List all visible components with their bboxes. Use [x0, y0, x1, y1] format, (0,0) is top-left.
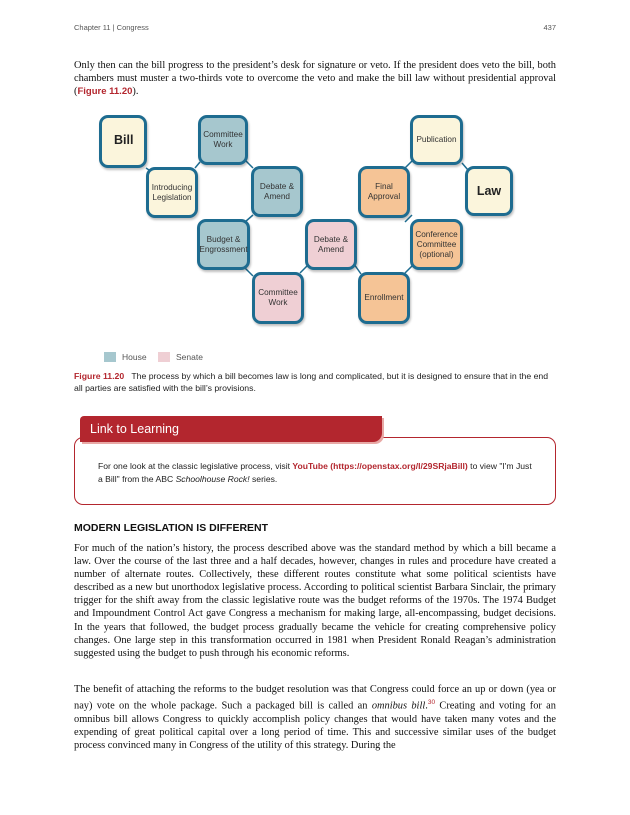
- link-to-learning-text: For one look at the classic legislative process, visit YouTube (https://openstax.org/l/29SRjaBill) to view "I'm Just a Bill" from the ABC Schoolhouse Rock! series.: [98, 461, 532, 484]
- page-header: [74, 23, 556, 32]
- link-to-learning-title: Link to Learning: [80, 416, 382, 442]
- node-introducing-legislation: Introducing Legislation: [146, 167, 198, 218]
- senate-swatch: [158, 352, 170, 362]
- chapter-title: Chapter 11 | Congress: [74, 23, 149, 32]
- node-law: Law: [465, 166, 513, 216]
- node-conference-committee: Conference Committee (optional): [410, 219, 463, 270]
- figure-reference-link[interactable]: Figure 11.20: [77, 86, 133, 98]
- figure-label: Figure 11.20: [74, 371, 125, 381]
- figure-caption: Figure 11.20 The process by which a bill becomes law is long and complicated, but it is designed to ensure that in the end all parties are satisfied with the bill’s provisions.: [74, 371, 549, 393]
- node-debate-amend-house: Debate & Amend: [251, 166, 303, 217]
- node-publication: Publication: [410, 115, 463, 165]
- youtube-link[interactable]: YouTube (https://openstax.org/l/29SRjaBill): [292, 461, 468, 471]
- node-budget-engrossment: Budget & Engrossment: [197, 219, 250, 270]
- house-swatch: [104, 352, 116, 362]
- legend-senate: Senate: [158, 352, 203, 362]
- node-committee-work-house: Committee Work: [198, 115, 248, 165]
- node-bill: Bill: [99, 115, 147, 168]
- intro-paragraph: Only then can the bill progress to the president’s desk for signature or veto. If the president does veto the bill, both chambers must muster a two-thirds vote to overcome the veto and make the bill law without presidential approval (Figure 11.20).: [74, 60, 556, 98]
- node-enrollment: Enrollment: [358, 272, 410, 324]
- page-number: 437: [543, 23, 556, 32]
- footnote-30[interactable]: 30: [427, 699, 436, 707]
- node-debate-amend-senate: Debate & Amend: [305, 219, 357, 270]
- node-final-approval: Final Approval: [358, 166, 410, 218]
- body-paragraph-2: The benefit of attaching the reforms to the budget resolution was that Congress could force an up or down (yea or nay) vote on the whole package. Such a packaged bill is called an omnibus bill.$^{30}$ Creating and voting for an omnibus bill allows Congress to quickly accomplish policy changes that would have taken many votes and the expending of great political capital over a long period of time. This and successive similar uses of the budget process convinced many in Congress of the utility of this strategy. During the: [74, 684, 556, 751]
- legend-house: House: [104, 352, 147, 362]
- section-heading: MODERN LEGISLATION IS DIFFERENT: [74, 522, 269, 534]
- node-committee-work-senate: Committee Work: [252, 272, 304, 324]
- body-paragraph-1: For much of the nation’s history, the process described above was the standard method by which a bill became a law. Over the course of the last three and a half decades, however, changes in rules and procedure have created a number of alternate routes. Collectively, these different routes constitute what some political scientists have described as a new but unorthodox legislative process. According to political scientist Barbara Sinclair, the primary trigger for the shift away from the classic legislative route was the budget reforms of the 1970s. The 1974 Budget and Impoundment Control Act gave Congress a mechanism for making large, all-encompassing, budget decisions. In the years that followed, the budget process gradually became the vehicle for creating comprehensive policy changes. One large step in this transformation occurred in 1981 when President Ronald Reagan’s administration suggested using the budget to push through his economic reforms.: [74, 543, 556, 659]
